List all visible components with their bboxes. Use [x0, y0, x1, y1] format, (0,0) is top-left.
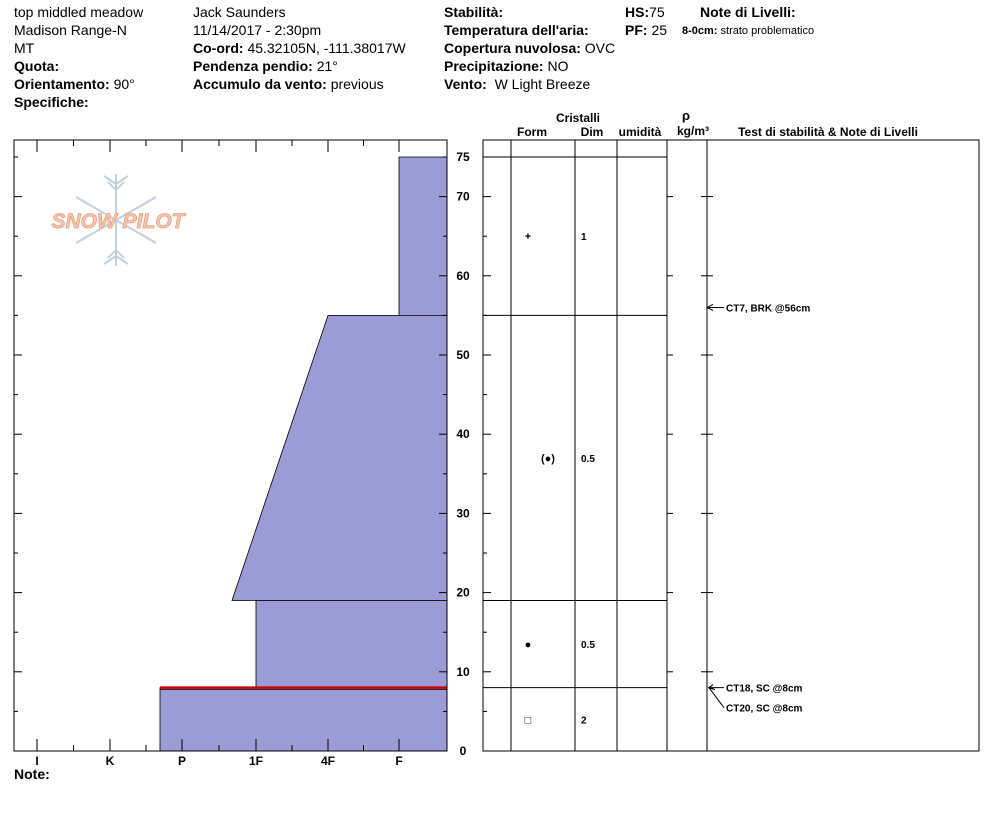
aspect-value: 90°	[113, 76, 135, 92]
hardness-tick-label: P	[177, 754, 187, 768]
wind-value: W Light Breeze	[494, 76, 591, 92]
stability-test-label: CT18, SC @8cm	[726, 683, 803, 695]
hardness-tick-label: K	[105, 754, 115, 768]
watermark-text: SNOW PILOT	[51, 210, 185, 233]
observer-name: Jack Saunders	[193, 4, 286, 20]
depth-tick-label: 10	[456, 664, 470, 679]
wind-load-label: Accumulo da vento:	[193, 76, 327, 92]
depth-tick-label: 60	[456, 268, 470, 283]
depth-tick-label: 0	[459, 744, 467, 758]
hardness-layer-0	[399, 157, 447, 315]
hardness-layer-2	[256, 601, 447, 688]
sky-value: OVC	[584, 40, 616, 56]
hs-value: 75	[649, 4, 665, 20]
wind-label: Vento:	[444, 76, 487, 92]
aspect-label: Orientamento:	[14, 76, 110, 92]
slope-label: Pendenza pendio:	[193, 58, 313, 74]
moisture-header: umidità	[618, 125, 662, 139]
hardness-layer-1	[232, 315, 447, 600]
precip-value: NO	[547, 58, 569, 74]
depth-tick-label: 75	[456, 150, 470, 164]
tests-header: Test di stabilità & Note di Livelli	[738, 125, 918, 139]
stability-test-label: CT20, SC @8cm	[726, 703, 803, 715]
layer-table-frame	[483, 140, 979, 751]
density-unit-header: kg/m³	[676, 124, 710, 138]
depth-tick-label: 30	[456, 506, 470, 521]
stability-tests	[707, 303, 810, 714]
dim-header: Dim	[580, 125, 604, 139]
plus-icon: +	[524, 231, 532, 244]
cristalli-header: Cristalli	[555, 111, 601, 125]
square-icon: □	[524, 714, 532, 727]
test-arrow-line	[709, 688, 724, 708]
observation-datetime: 11/14/2017 - 2:30pm	[193, 22, 322, 38]
hardness-tick-label: 1F	[248, 754, 264, 768]
layer-grain-size: 1	[581, 232, 587, 244]
sky-label: Copertura nuvolosa:	[444, 40, 581, 56]
pf-value: 25	[651, 22, 668, 38]
density-rho-header: ρ	[681, 108, 691, 123]
pf-label: PF:	[625, 22, 648, 38]
layer-table-columns	[511, 140, 713, 751]
layer-note-range: 8-0cm:	[682, 25, 718, 37]
wind-load-value: previous	[330, 76, 384, 92]
depth-tick-label: 70	[456, 189, 470, 204]
layer-grain-size: 0.5	[581, 453, 595, 465]
location-name: top middled meadow	[14, 4, 144, 20]
layer-note-text: strato problematico	[720, 25, 815, 37]
layer-grain-size: 2	[581, 715, 587, 727]
hardness-tick-label: F	[395, 754, 403, 768]
layer-grain-size: 0.5	[581, 640, 595, 652]
hardness-layer-3	[160, 688, 447, 751]
specifics-label: Specifiche:	[14, 94, 89, 110]
air-temp-label: Temperatura dell'aria:	[444, 22, 589, 38]
hardness-tick-label: 4F	[320, 754, 336, 768]
range-name: Madison Range-N	[14, 22, 127, 38]
faceted-rounded-icon: ●	[524, 639, 532, 652]
depth-tick-label: 50	[456, 348, 470, 362]
coord-label: Co-ord:	[193, 40, 244, 56]
stability-label: Stabilità:	[444, 4, 504, 20]
layer-notes-label: Note di Livelli:	[700, 4, 796, 20]
coord-value: 45.32105N, -111.38017W	[247, 40, 406, 56]
depth-tick-label: 40	[456, 427, 470, 442]
stability-test-label: CT7, BRK @56cm	[726, 303, 811, 315]
depth-tick-label: 20	[456, 585, 470, 600]
hardness-profile	[160, 157, 447, 751]
elevation-label: Quota:	[14, 58, 60, 74]
footer-notes-label: Note:	[14, 766, 50, 782]
precip-label: Precipitazione:	[444, 58, 544, 74]
slope-value: 21°	[316, 58, 338, 74]
state-name: MT	[14, 40, 35, 56]
hardness-tick-label: I	[35, 754, 39, 768]
rounded-facets-icon: (●)	[541, 452, 555, 465]
hs-label: HS:	[625, 4, 650, 20]
form-header: Form	[517, 125, 547, 139]
